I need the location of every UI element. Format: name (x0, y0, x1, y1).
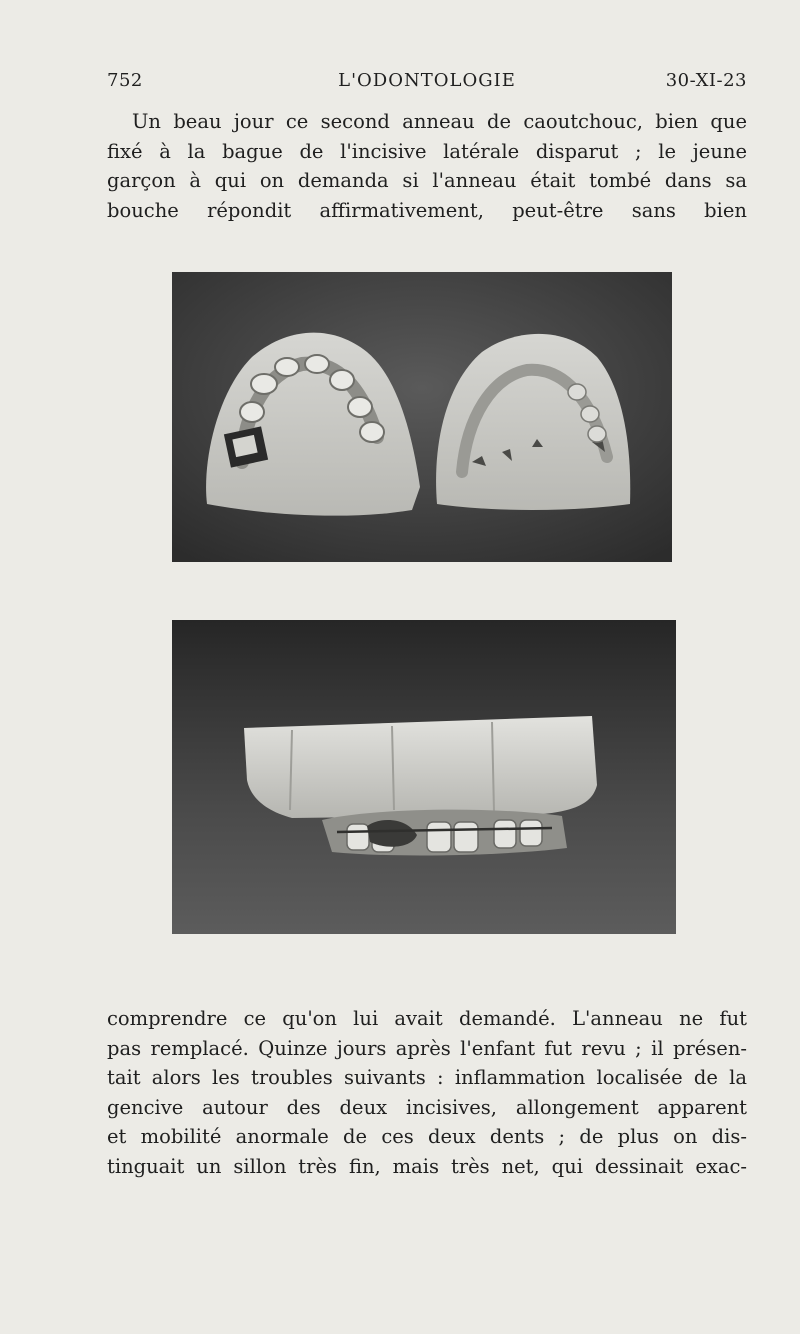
page-header (107, 70, 747, 100)
paragraph-top (107, 107, 747, 225)
text-line: bouche répondit affirmativement, peut-être sans bien (107, 198, 747, 222)
text-line: tait alors les troubles suivants : inflammation localisée de la (107, 1066, 747, 1089)
text-line: pas remplacé. Quinze jours après l'enfant fut revu ; il présen- (107, 1036, 747, 1060)
issue-date: 30-XI-23 (665, 70, 747, 91)
dental-cast-photo-bottom (172, 620, 676, 934)
page-number: 752 (107, 70, 143, 91)
paragraph-bottom (107, 1004, 747, 1181)
text-line: garçon à qui on demanda si l'anneau était tombé dans sa (107, 169, 747, 192)
running-title: L'ODONTOLOGIE (338, 70, 516, 91)
text-line: et mobilité anormale de ces deux dents ; de plus on dis- (107, 1125, 747, 1148)
text-line: fixé à la bague de l'incisive latérale disparut ; le jeune (107, 139, 747, 163)
text-line: Un beau jour ce second anneau de caoutchouc, bien que (132, 110, 747, 133)
text-line: gencive autour des deux incisives, allongement apparent (107, 1095, 747, 1119)
text-line: tinguait un sillon très fin, mais très net, qui dessinait exac- (107, 1154, 747, 1178)
dental-casts-photo-top (172, 272, 672, 562)
text-line: comprendre ce qu'on lui avait demandé. L'anneau ne fut (107, 1007, 747, 1030)
